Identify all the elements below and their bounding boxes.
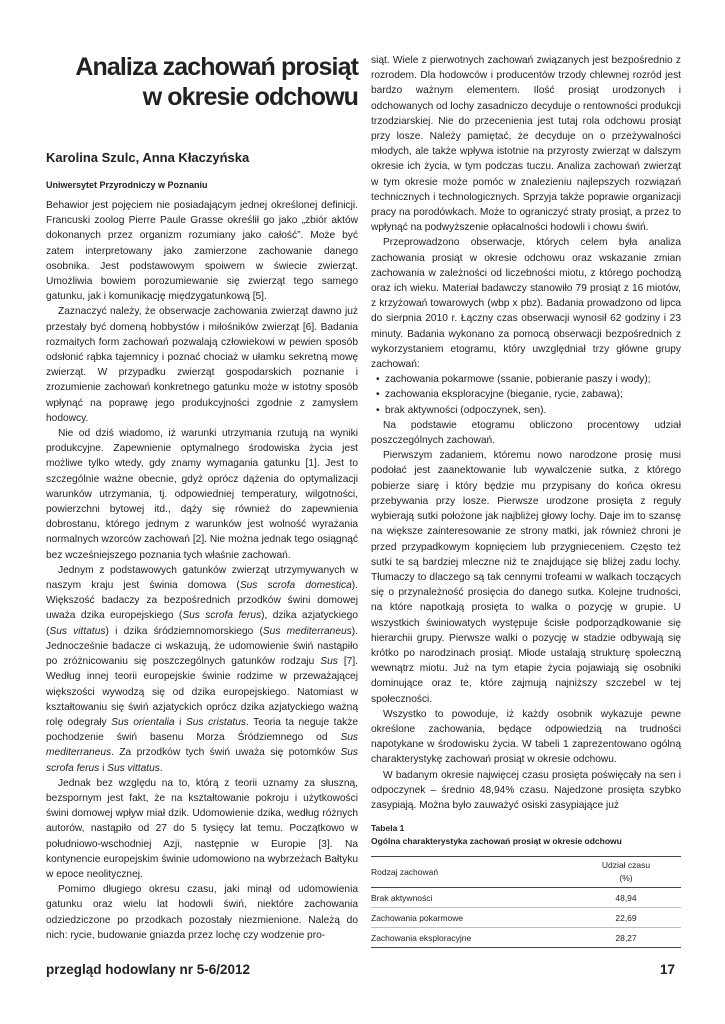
paragraph: W badanym okresie najwięcej czasu prosięta poświęcały na sen i odpoczynek – średnio 48,94% czasu. Najedzone prosięta szybko zasypiają. Można było zauważyć osiski zasypiające już [371, 769, 681, 811]
column-header-behavior: Rodzaj zachowań [371, 857, 571, 888]
journal-footer: przegląd hodowlany nr 5-6/2012 [46, 962, 251, 977]
share-cell: 22,69 [571, 908, 681, 928]
behavior-group-list [371, 372, 681, 418]
paragraph: Na podstawie etogramu obliczono procentowy udział poszczególnych zachowań. [371, 419, 681, 447]
table-1 [371, 822, 681, 948]
left-text-column [46, 198, 358, 943]
article-authors: Karolina Szulc, Anna Kłaczyńska [46, 150, 250, 165]
behavior-cell: Brak aktywności [371, 888, 571, 908]
paragraph: Przeprowadzono obserwacje, których celem była analiza zachowania prosiąt w okresie odchowu oraz wskazanie zmian zachowania w zależności od liczebności miotu, z którego pochodzą oraz ich wieku. Materiał badawczy stanowiło 79 prosiąt z 16 miotów, z krzyżowań towarowych (wbp x pbz). Badania prowadzono od lipca do sierpnia 2010 r. Łączny czas obserwacji wynosił 62 godziny i 23 minuty. Badania wykonano za pomocą obserwacji bezpośrednich z wykorzystaniem etogramu, który uwzględniał trzy główne grupy zachowań: [371, 237, 681, 371]
table-caption: Ogólna charakterystyka zachowań prosiąt w okresie odchowu [371, 836, 622, 846]
title-line-1: Analiza zachowań prosiąt [75, 53, 358, 81]
paragraph: Zaznaczyć należy, że obserwacje zachowania zwierząt dawno już przestały być domeną hobbystów i miłośników zwierząt [6]. Badania rozmaitych form zachowań pozwalają człowiekowi w pewien sposób odsłonić rąbka tajemnicy i poznać chociaż w ułamku sekretną mowę zwierząt. W przypadku zwierząt gospodarskich poznanie i zrozumienie zachowań konkretnego gatunku może w istotny sposób wpłynąć na poprawę jego produkcyjności zgodnie z zamysłem hodowcy. [46, 306, 358, 424]
table-header-row [371, 857, 681, 888]
list-item: • zachowania pokarmowe (ssanie, pobieranie paszy i wody); [385, 372, 681, 387]
column-header-share: Udział czasu (%) [571, 857, 681, 888]
share-cell: 48,94 [571, 888, 681, 908]
behavior-table [371, 856, 681, 948]
paragraph: Behawior jest pojęciem nie posiadającym jednej określonej definicji. Francuski zoolog Pierre Paule Grasse określił go jako „zbiór aktów dokonanych przez organizm rozumiany jako całość”. Może być zatem interpretowany jako zamierzone zachowanie danego osobnika. Jest podstawowym spoiwem w świecie zwierząt. Umożliwia bowiem porozumiewanie się zwierząt tego samego gatunku, jak i komunikację międzygatunkową [5]. [46, 200, 358, 303]
list-item: • brak aktywności (odpoczynek, sen). [385, 403, 681, 418]
paragraph: Jednak bez względu na to, którą z teorii uznamy za słuszną, bezspornym jest fakt, że na kształtowanie pokroju i użytkowości świni domowej wpływ miał dzik. Udomowienie dzika, według różnych autorów, nastąpiło od 27 do 5 tysięcy lat temu. Początkowo w południowo-wschodniej Azji, następnie w Europie [3]. Na kontynencie europejskim świnie udomowiono na wybrzeżach Bałtyku w epoce neolitycznej. [46, 777, 358, 880]
share-cell: 28,27 [571, 928, 681, 948]
paragraph: siąt. Wiele z pierwotnych zachowań związanych jest bezpośrednio z rozrodem. Dla hodowców i producentów trzody chlewnej rozród jest bardzo ważnym elementem. Ilość prosiąt urodzonych i odchowanych od lochy zasadniczo decyduje o rentowności produkcji trzodziarskiej. Nie do przecenienia jest tutaj rola odchowu prosiąt przy losze. Należy pamiętać, że decyduje on o przeżywalności młodych, ale także wpływa istotnie na przyrosty zwierząt w dalszym okresie ich życia, w tym podczas tuczu. Analiza zachowań zwierząt w tym okresie może pomóc w znalezieniu najlepszych rozwiązań technicznych i technologicznych. Sprzyja także poprawie organizacji pracy na porodówkach. Może to ograniczyć straty prosiąt, a przez to wpłynąć na podwyższenie opłacalności hodowli i chowu świń. [371, 55, 681, 234]
right-text-column [371, 53, 681, 813]
behavior-cell: Zachowania eksploracyjne [371, 928, 571, 948]
table-row [371, 888, 681, 908]
paragraph-species: Jednym z podstawowych gatunków zwierząt utrzymywanych w naszym kraju jest świnia domowa (Sus scrofa domestica). Większość badaczy za bezpośrednich przodków świni domowej uważa dzika europejskiego (Sus scrofa ferus), dzika azjatyckiego (Sus vittatus) i dzika śródziemnomorskiego (Sus mediterraneus). Jednocześnie badacze ci wskazują, że udomowienie świń nastąpiło po zróżnicowaniu się poszczególnych gatunków rodzaju Sus [7]. Według innej teorii europejskie świnie rodzime w przeważającej większości wywodzą się od dzika europejskiego. Natomiast w kształtowaniu się świń azjatyckich oprócz dzika azjatyckiego ważną rolę odegrały Sus orientalia i Sus cristatus. Teoria ta neguje także pochodzenie świń basenu Morza Śródziemnego od Sus mediterraneus. Za przodków tych świń uważa się potomków Sus scrofa ferus i Sus vittatus. [46, 564, 358, 774]
behavior-cell: Zachowania pokarmowe [371, 908, 571, 928]
title-line-2: w okresie odchowu [142, 83, 358, 111]
list-item: • zachowania eksploracyjne (bieganie, rycie, zabawa); [385, 387, 681, 402]
article-title [40, 52, 358, 112]
author-affiliation: Uniwersytet Przyrodniczy w Poznaniu [46, 180, 208, 190]
table-row [371, 928, 681, 948]
paragraph: Nie od dziś wiadomo, iż warunki utrzymania rzutują na wyniki produkcyjne. Zapewnienie optymalnego środowiska życia jest możliwe tylko wtedy, gdy znamy wymagania gatunku [1]. Jest to szczególnie ważne obecnie, gdyż oprócz dążenia do optymalizacji warunków utrzymania, tj. odpowiedniej temperatury, wilgotności, powierzchni bytowej itd., dąży się również do zapewnienia dobrostanu, którego jednym z warunków jest wolność wyrażania normalnych wzorców zachowań [2]. Nie można jednak tego osiągnąć bez wcześniejszego poznania tych właśnie zachowań. [46, 428, 358, 561]
page-number: 17 [660, 962, 676, 977]
paragraph: Pierwszym zadaniem, któremu nowo narodzone prosię musi podołać jest zaanektowanie lub wywalczenie sutka, z którego pobierze siarę i który będzie mu przypisany do końca okresu przebywania przy losze. Pierwsze urodzone prosięta z reguły wybierają sutki położone jak najbliżej głowy lochy. Daje im to szansę na większe zainteresowanie ze strony matki, jak również chroni je przed przypadkowym kopnięciem lub przygnieceniem. Często też sutki te są bardziej mleczne niż te znajdujące się bliżej zadu lochy. Tłumaczy to dlaczego są tak cennymi trofeami w walkach toczących się o przynależność prosięcia do danego sutka. Kolejne trudności, na które napotkają prosięta to walka o pozycję w grupie. U wszystkich świniowatych występuje ścisłe podporządkowanie się hierarchii grupy. Pierwsze walki o pozycję w stadzie odbywają się krótko po narodzinach prosiąt. Młode ustalają strukturę społeczną wewnątrz miotu. Już na tym etapie życia pojawiają się osobniki dominujące oraz te, które zajmują najniższy szczebel w tej społeczności. [371, 450, 681, 705]
table-row [371, 908, 681, 928]
paragraph: Pomimo długiego okresu czasu, jaki minął od udomowienia gatunku oraz wielu lat hodowli świń, niektóre zachowania odziedziczone po przodkach pozostały niezmienione. Należą do nich: rycie, budowanie gniazda przez lochę czy wodzenie pro- [46, 884, 358, 941]
table-label: Tabela 1 [371, 823, 405, 833]
paragraph: Wszystko to powoduje, iż każdy osobnik wykazuje pewne określone zachowania, będące odpowiedzią na trudności napotykane w środowisku życia. W tabeli 1 zaprezentowano ogólną charakterystykę zachowań prosiąt w okresie odchowu. [371, 708, 681, 766]
